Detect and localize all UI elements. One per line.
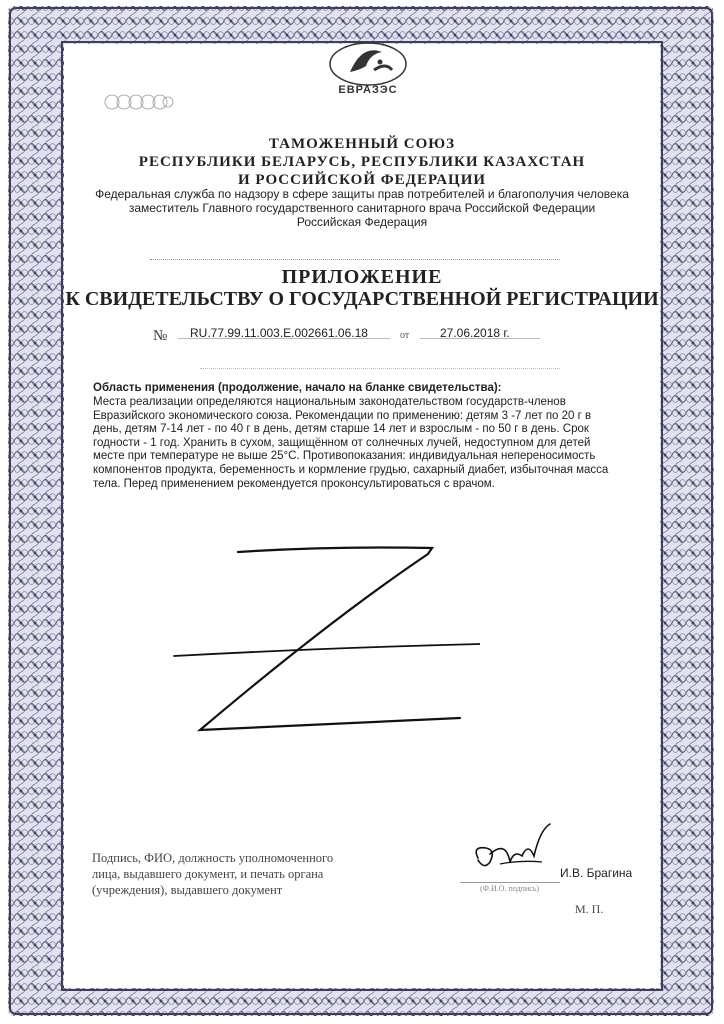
- scope-line: месте при температуре не выше 25°С. Противопоказания: индивидуальная непереносимость: [93, 450, 596, 463]
- authority-line-1: Федеральная служба по надзору в сфере защиты прав потребителей и благополучия человека: [95, 187, 629, 201]
- signature-underline: [460, 882, 560, 883]
- authority-line-3: Российская Федерация: [296, 215, 428, 229]
- number-underline: [178, 338, 390, 339]
- scope-line: тела. Перед применением рекомендуется проконсультироваться с врачом.: [93, 477, 495, 490]
- document-title: ПРИЛОЖЕНИЕ: [281, 266, 443, 288]
- eurasec-logo: [320, 40, 416, 102]
- scope-body: [93, 396, 633, 491]
- logo-text: ЕВРАЗЭС: [338, 84, 398, 96]
- scope-line: Места реализации определяются национальным законодательством государств-членов: [93, 396, 566, 408]
- caption-line: лица, выдавшего документ, и печать органа: [92, 867, 324, 881]
- scope-line: день, детям 7-14 лет - по 40 г в день, детям старше 14 лет и взрослым - по 50 г в день. Срок: [93, 423, 589, 436]
- document-subtitle: К СВИДЕТЕЛЬСТВУ О ГОСУДАРСТВЕННОЙ РЕГИСТРАЦИИ: [65, 288, 659, 310]
- caption-line: (учреждения), выдавшего документ: [92, 883, 283, 897]
- number-label: №: [153, 328, 168, 344]
- header-republics: РЕСПУБЛИКИ БЕЛАРУСЬ, РЕСПУБЛИКИ КАЗАХСТАН: [138, 154, 586, 170]
- registration-line: [0, 326, 724, 346]
- scope-line: Евразийского экономического союза. Рекомендации по применению: детям 3 -7 лет по 20 г в: [93, 409, 592, 422]
- stamp-place-label: М. П.: [575, 902, 604, 916]
- handwritten-signature: [470, 820, 560, 880]
- date-label: от: [400, 330, 410, 341]
- scope-line: годности - 1 год. Хранить в сухом, защищённом от солнечных лучей, недоступном для детей: [93, 436, 591, 449]
- rosette-ornament-icon: [104, 90, 174, 114]
- header-union: ТАМОЖЕННЫЙ СОЮЗ: [268, 136, 456, 152]
- fio-label: (Ф.И.О. подпись): [480, 884, 540, 893]
- scope-heading: Область применения (продолжение, начало на бланке свидетельства):: [93, 382, 502, 394]
- z-cancel-mark: [160, 540, 480, 740]
- date-underline: [420, 338, 540, 339]
- authority-line-2: заместитель Главного государственного санитарного врача Российской Федерации: [128, 201, 596, 215]
- divider-2: [200, 368, 560, 369]
- eurasec-emblem-icon: [320, 40, 416, 86]
- scope-line: компонентов продукта, беременность и кормление грудью, сахарный диабет, избыточная масса: [93, 463, 609, 476]
- signer-name: И.В. Брагина: [560, 866, 633, 880]
- divider: [150, 259, 560, 260]
- registration-date: 27.06.2018 г.: [440, 326, 510, 340]
- registration-number: RU.77.99.11.003.E.002661.06.18: [190, 326, 368, 340]
- caption-line: Подпись, ФИО, должность уполномоченного: [92, 851, 334, 865]
- header-federation: И РОССИЙСКОЙ ФЕДЕРАЦИИ: [237, 172, 487, 188]
- signature-caption: [92, 850, 333, 898]
